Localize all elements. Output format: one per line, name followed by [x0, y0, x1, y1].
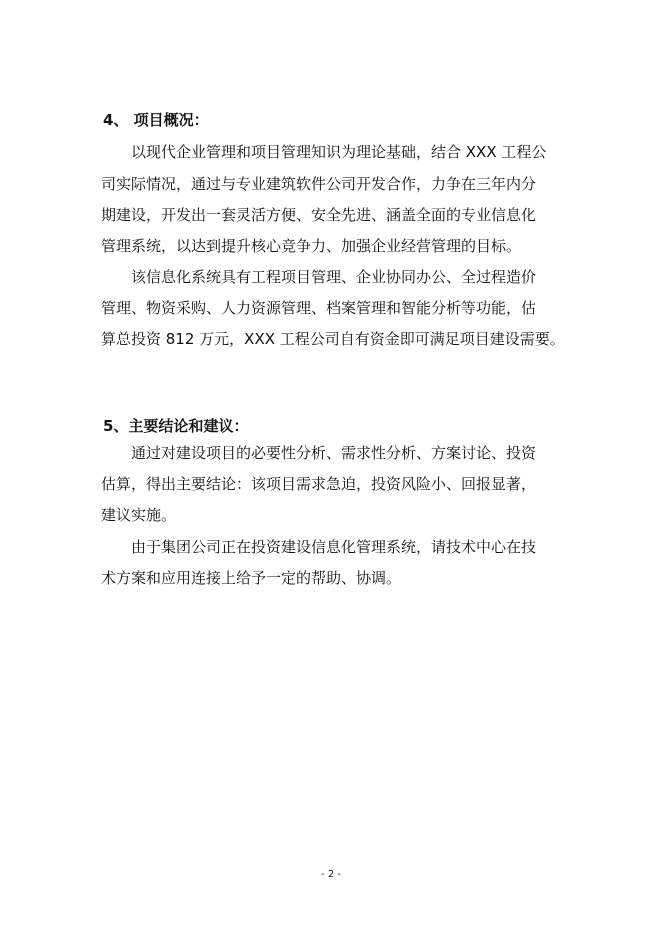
section-5-para-1-line-2: 估算，得出主要结论：该项目需求急迫，投资风险小、回报显著， [101, 475, 537, 493]
section-4-para-1-line-1: 以现代企业管理和项目管理知识为理论基础，结合 XXX 工程公 [131, 143, 547, 161]
section-4-para-2-line-3: 算总投资 812 万元，XXX 工程公司自有资金即可满足项目建设需要。 [101, 330, 565, 348]
section-5-para-1-line-1: 通过对建设项目的必要性分析、需求性分析、方案讨论、投资 [131, 444, 537, 462]
section-5-para-1-line-3: 建议实施。 [101, 506, 177, 524]
section-4-para-2-line-1: 该信息化系统具有工程项目管理、企业协同办公、全过程造价 [131, 268, 537, 286]
section-4-para-1-line-2: 司实际情况，通过与专业建筑软件公司开发合作，力争在三年内分 [101, 175, 537, 193]
section-5-para-2-line-2: 术方案和应用连接上给予一定的帮助、协调。 [101, 569, 402, 587]
section-4-heading: 4、 项目概况： [103, 111, 209, 129]
section-4-para-2-line-2: 管理、物资采购、人力资源管理、档案管理和智能分析等功能，估 [101, 299, 537, 317]
section-4-para-1-line-3: 期建设，开发出一套灵活方便、安全先进、涵盖全面的专业信息化 [101, 206, 537, 224]
page-number: - 2 - [321, 869, 341, 880]
section-5-para-2-line-1: 由于集团公司正在投资建设信息化管理系统，请技术中心在技 [131, 538, 537, 556]
section-4-para-1-line-4: 管理系统，以达到提升核心竞争力、加强企业经营管理的目标。 [101, 237, 522, 255]
section-5-heading: 5、主要结论和建议： [103, 417, 249, 435]
